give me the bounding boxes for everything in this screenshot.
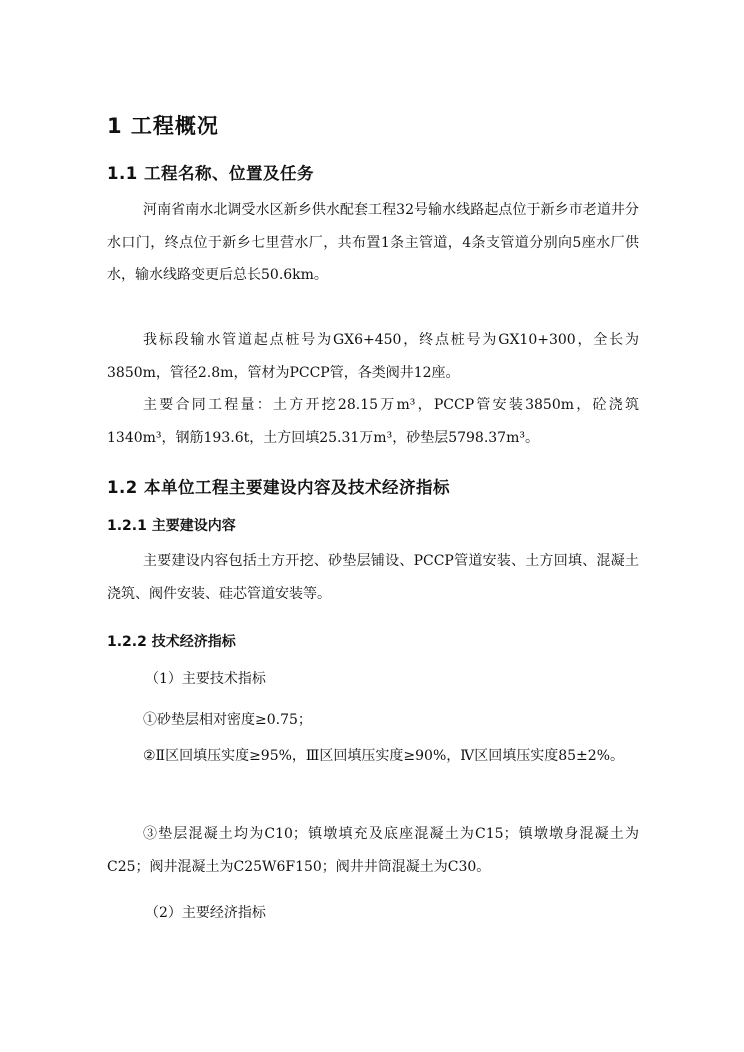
tech-item-1: ①砂垫层相对密度≥0.75；	[143, 712, 312, 728]
paragraph-contract-quantities: 主要合同工程量：土方开挖28.15万m³，PCCP管安装3850m，砼浇筑1340m³，钢筋193.6t，土方回填25.31万m³，砂垫层5798.37m³。	[107, 397, 639, 446]
subsection-title-1-2-1: 1.2.1 主要建设内容	[107, 518, 236, 534]
tech-indicators-label: （1）主要技术指标	[145, 671, 266, 687]
tech-item-3: ③垫层混凝土均为C10；镇墩填充及底座混凝土为C15；镇墩墩身混凝土为C25；阀井混凝土为C25W6F150；阀井井筒混凝土为C30。	[107, 826, 639, 875]
chapter-title: 1 工程概况	[107, 114, 219, 138]
paragraph-project-location: 河南省南水北调受水区新乡供水配套工程32号输水线路起点位于新乡市老道井分水口门，终点位于新乡七里营水厂，共布置1条主管道，4条支管道分别向5座水厂供水，输水线路变更后总长50.6km。	[107, 202, 639, 283]
subsection-title-1-2-2: 1.2.2 技术经济指标	[107, 634, 236, 650]
paragraph-section-scope: 我标段输水管道起点桩号为GX6+450，终点桩号为GX10+300，全长为3850m，管径2.8m，管材为PCCP管，各类阀井12座。	[107, 332, 639, 381]
paragraph-construction-content: 主要建设内容包括土方开挖、砂垫层铺设、PCCP管道安装、土方回填、混凝土浇筑、阀件安装、硅芯管道安装等。	[107, 553, 639, 602]
section-title-1-2: 1.2 本单位工程主要建设内容及技术经济指标	[107, 478, 450, 497]
section-title-1-1: 1.1 工程名称、位置及任务	[107, 164, 314, 183]
tech-item-2: ②Ⅱ区回填压实度≥95%，Ⅲ区回填压实度≥90%，Ⅳ区回填压实度85±2%。	[143, 748, 625, 764]
econ-indicators-label: （2）主要经济指标	[145, 905, 266, 921]
